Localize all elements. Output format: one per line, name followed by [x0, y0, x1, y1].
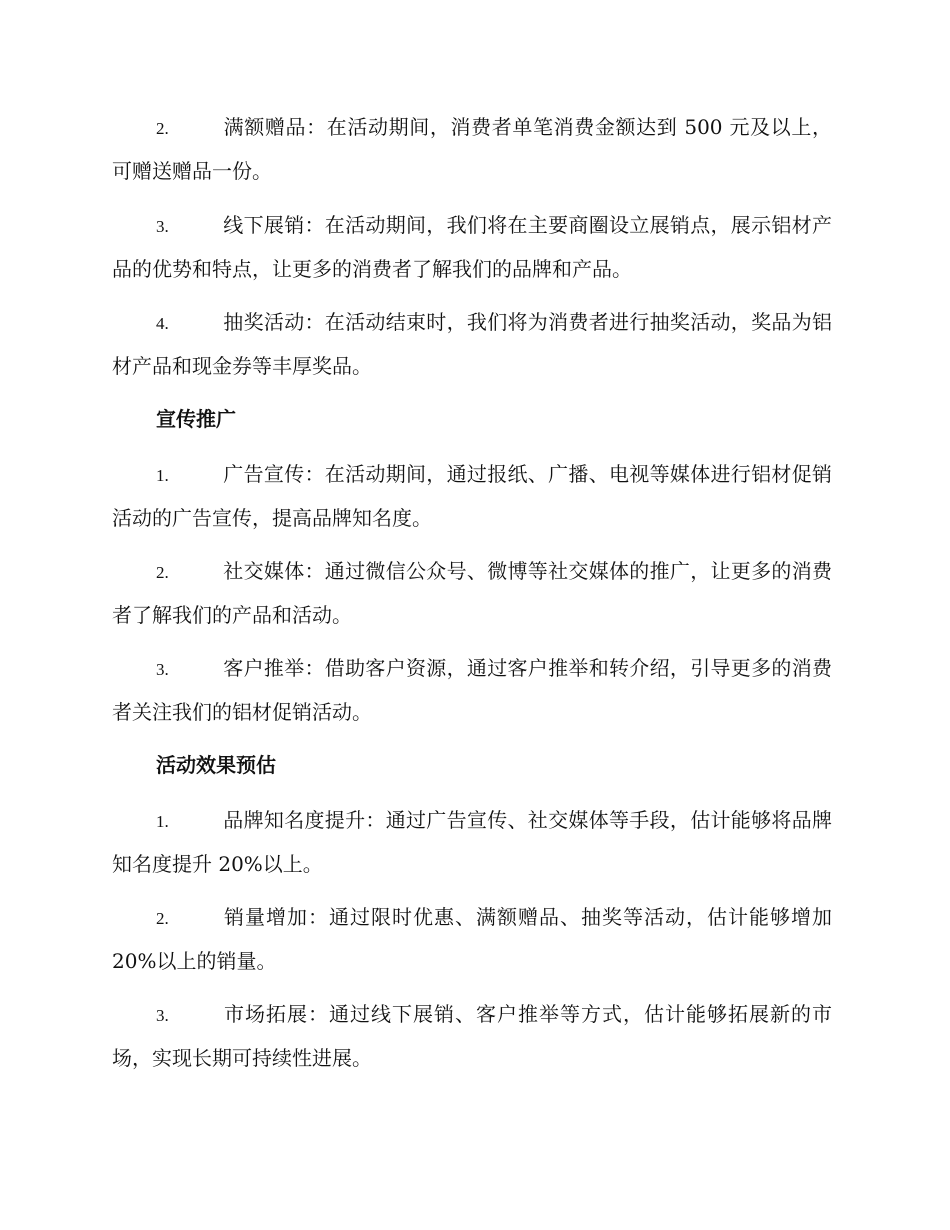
item-number: 1.: [156, 466, 169, 485]
item-text: 广告宣传：在活动期间，通过报纸、广播、电视等媒体进行铝材促销活动的广告宣传，提高品牌知名度。: [112, 462, 832, 530]
list-item: [112, 550, 832, 637]
item-text: 市场拓展：通过线下展销、客户推举等方式，估计能够拓展新的市场，实现长期可持续性进展。: [112, 1002, 832, 1070]
list-item: [112, 204, 832, 291]
item-text: 销量增加：通过限时优惠、满额赠品、抽奖等活动，估计能够增加 20%以上的销量。: [112, 905, 832, 973]
list-item: [112, 301, 832, 388]
list-item: [112, 896, 832, 983]
item-text: 品牌知名度提升：通过广告宣传、社交媒体等手段，估计能够将品牌知名度提升 20%以上。: [112, 808, 832, 876]
item-number: 2.: [156, 119, 169, 138]
item-number: 3.: [156, 660, 169, 679]
item-number: 3.: [156, 1006, 169, 1025]
item-number: 1.: [156, 812, 169, 831]
item-text: 社交媒体：通过微信公众号、微博等社交媒体的推广，让更多的消费者了解我们的产品和活动。: [112, 559, 832, 627]
item-number: 2.: [156, 563, 169, 582]
item-number: 4.: [156, 314, 169, 333]
list-item: [112, 799, 832, 886]
section-heading-promo: 宣传推广: [156, 407, 236, 431]
list-item: [112, 993, 832, 1080]
item-number: 3.: [156, 217, 169, 236]
item-text: 客户推举：借助客户资源，通过客户推举和转介绍，引导更多的消费者关注我们的铝材促销活动。: [112, 656, 832, 724]
item-text: 抽奖活动：在活动结束时，我们将为消费者进行抽奖活动，奖品为铝材产品和现金券等丰厚奖品。: [112, 310, 832, 378]
list-item: [112, 453, 832, 540]
item-text: 满额赠品：在活动期间，消费者单笔消费金额达到 500 元及以上，可赠送赠品一份。: [112, 115, 832, 183]
section-heading-effect: 活动效果预估: [156, 753, 276, 777]
list-item: [112, 106, 832, 193]
item-number: 2.: [156, 909, 169, 928]
list-item: [112, 647, 832, 734]
item-text: 线下展销：在活动期间，我们将在主要商圈设立展销点，展示铝材产品的优势和特点，让更多的消费者了解我们的品牌和产品。: [112, 213, 832, 281]
